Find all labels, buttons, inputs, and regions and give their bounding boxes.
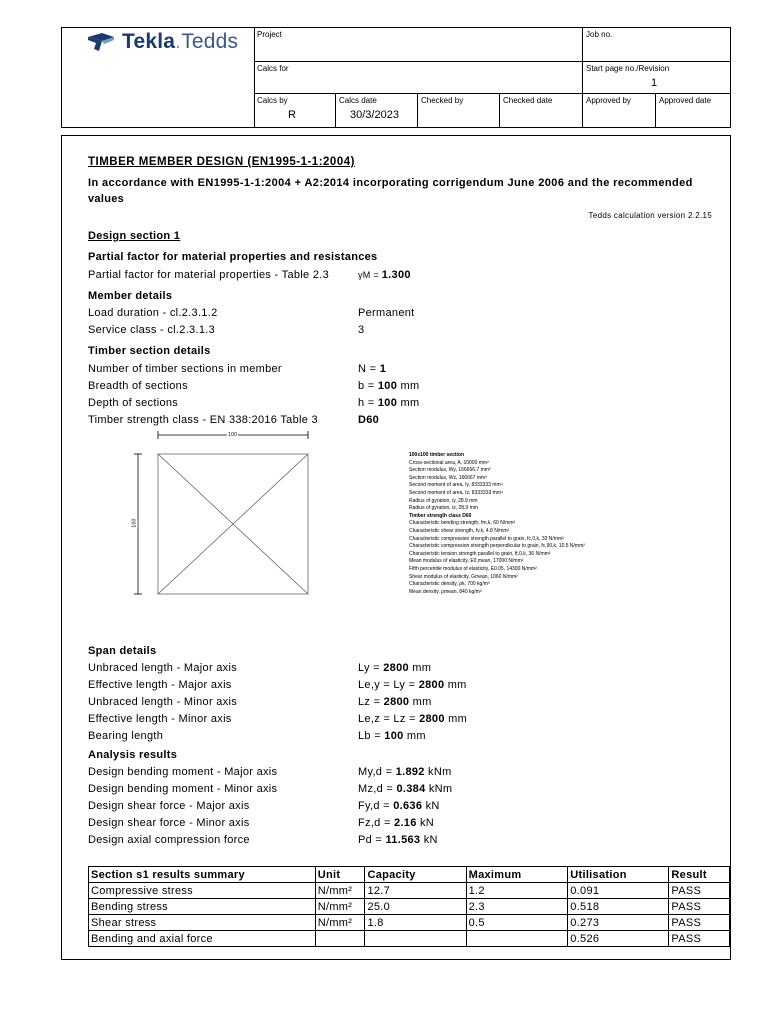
section-property-item: Shear modulus of elasticity, Gmean, 1060 N/mm²: [409, 573, 518, 580]
dim-height-label: 100: [131, 518, 138, 528]
results-header-cell: Unit: [315, 867, 365, 883]
span-row-value: [358, 730, 426, 742]
results-cell: 25.0: [365, 899, 466, 915]
span-row-symbol: Ly =: [358, 662, 384, 674]
breadth-label: Breadth of sections: [88, 380, 188, 392]
document-header: [61, 27, 731, 128]
num-sections-symbol: N =: [358, 363, 380, 375]
section-property-item: Characteristic density, ρk, 700 kg/m³: [409, 581, 490, 588]
span-row-label: Unbraced length - Major axis: [88, 662, 238, 674]
analysis-row-label: Design shear force - Major axis: [88, 800, 250, 812]
analysis-row-value: [358, 800, 440, 812]
service-class-value: 3: [358, 324, 365, 336]
results-header-cell: Result: [669, 867, 730, 883]
analysis-row-number: 0.384: [396, 783, 426, 795]
start-page-value: 1: [651, 77, 658, 89]
depth-value: [358, 397, 419, 409]
partial-factor-number: 1.300: [381, 269, 411, 281]
load-duration-label: Load duration - cl.2.3.1.2: [88, 307, 218, 319]
results-cell: 12.7: [365, 883, 466, 899]
calcs-date-cell: [336, 94, 418, 127]
results-cell: 2.3: [466, 899, 568, 915]
section-property-item: Characteristic compression strength parallel to grain, fc,0,k, 33 N/mm²: [409, 535, 564, 542]
brand-name-dot: .: [175, 30, 182, 53]
analysis-row-label: Design shear force - Minor axis: [88, 817, 250, 829]
strength-class-value: D60: [358, 414, 380, 426]
analysis-row-unit: kN: [420, 834, 438, 846]
results-row: [89, 883, 730, 899]
start-page-cell: [583, 62, 730, 94]
section-property-item: Second moment of area, Iz, 8333333 mm⁴: [409, 490, 504, 496]
results-cell: 1.2: [466, 883, 568, 899]
results-cell: Bending stress: [89, 899, 316, 915]
analysis-row-symbol: Pd =: [358, 834, 386, 846]
partial-factor-value: [358, 269, 411, 281]
analysis-row-number: 1.892: [395, 766, 425, 778]
results-cell: N/mm²: [315, 899, 365, 915]
depth-unit: mm: [397, 397, 420, 409]
partial-factor-label: Partial factor for material properties - Table 2.3: [88, 269, 330, 281]
section-property-item: Timber strength class D60: [409, 512, 472, 519]
approved-by-label: Approved by: [586, 96, 631, 105]
member-details-heading: Member details: [88, 290, 173, 302]
span-row-number: 2800: [419, 713, 445, 725]
section-property-item: Section modulus, Wy, 166666.7 mm³: [409, 467, 491, 474]
load-duration-value: Permanent: [358, 307, 415, 319]
results-row: [89, 899, 730, 915]
checked-by-label: Checked by: [421, 96, 464, 105]
span-row-symbol: Le,y = Ly =: [358, 679, 419, 691]
span-row-label: Effective length - Minor axis: [88, 713, 232, 725]
section-property-item: Section modulus, Wz, 166667 mm³: [409, 474, 487, 481]
results-cell: PASS: [669, 931, 730, 947]
strength-class-label: Timber strength class - EN 338:2016 Table 3: [88, 414, 318, 426]
analysis-row-symbol: Fz,d =: [358, 817, 395, 829]
dim-width-label: 100: [228, 432, 238, 438]
section-property-item: Cross-sectional area, A, 10000 mm²: [409, 459, 489, 466]
doc-title: TIMBER MEMBER DESIGN (EN1995-1-1:2004): [88, 156, 355, 168]
span-row-symbol: Lz =: [358, 696, 384, 708]
span-row-label: Unbraced length - Minor axis: [88, 696, 238, 708]
span-row-value: [358, 662, 431, 674]
analysis-row-value: [358, 817, 434, 829]
results-cell: Compressive stress: [89, 883, 316, 899]
results-cell: 0.518: [568, 899, 669, 915]
calculation-body: [61, 135, 731, 960]
span-row-symbol: Lb =: [358, 730, 385, 742]
span-row-unit: mm: [444, 713, 468, 725]
results-header-cell: Maximum: [466, 867, 568, 883]
section-property-item: Radius of gyration, iy, 28.9 mm: [409, 497, 478, 504]
span-row-unit: mm: [408, 662, 432, 674]
span-row-label: Bearing length: [88, 730, 164, 742]
section-property-item: Mean modulus of elasticity, E0,mean, 17000 N/mm²: [409, 558, 524, 565]
accordance-line2: values: [88, 193, 125, 205]
num-sections-label: Number of timber sections in member: [88, 363, 282, 375]
span-row-unit: mm: [409, 696, 432, 708]
project-label: Project: [257, 30, 282, 39]
span-row-value: [358, 679, 467, 691]
partial-factor-heading: Partial factor for material properties and resistances: [88, 251, 378, 263]
logo-area: [62, 28, 255, 127]
calcs-by-value: R: [288, 109, 296, 121]
section-property-item: Characteristic tension strength parallel to grain, ft,0,k, 36 N/mm²: [409, 550, 551, 557]
results-cell: N/mm²: [315, 883, 365, 899]
analysis-row-value: [358, 834, 438, 846]
analysis-row-number: 2.16: [394, 817, 417, 829]
results-cell: [466, 931, 568, 947]
span-row-symbol: Le,z = Lz =: [358, 713, 420, 725]
analysis-row-unit: kNm: [424, 766, 452, 778]
partial-factor-symbol: γM =: [358, 270, 382, 280]
section-property-item: Characteristic compression strength perpendicular to grain, fc,90,k, 10.5 N/mm²: [409, 543, 585, 550]
span-row-value: [358, 713, 467, 725]
depth-label: Depth of sections: [88, 397, 179, 409]
analysis-row-unit: kNm: [425, 783, 453, 795]
results-cell: PASS: [669, 915, 730, 931]
analysis-row-unit: kN: [422, 800, 440, 812]
calcs-by-cell: [254, 94, 336, 127]
breadth-symbol: b =: [358, 380, 378, 392]
section-property-item: 100x100 timber section: [409, 452, 465, 458]
calc-version: Tedds calculation version 2.2.15: [588, 211, 712, 220]
num-sections-number: 1: [379, 363, 387, 375]
approved-by-cell: [583, 94, 656, 127]
num-sections-value: [358, 363, 386, 375]
calcs-for-label: Calcs for: [257, 64, 289, 73]
results-header-row: [89, 867, 730, 883]
analysis-results-heading: Analysis results: [88, 749, 178, 761]
section-property-item: Characteristic shear strength, fv,k, 4.8 N/mm²: [409, 528, 510, 534]
tekla-tedds-logo: [86, 30, 238, 54]
project-cell: [254, 28, 583, 62]
design-section-heading: Design section 1: [88, 230, 181, 242]
results-cell: N/mm²: [315, 915, 365, 931]
span-row-label: Effective length - Major axis: [88, 679, 232, 691]
analysis-row-symbol: My,d =: [358, 766, 396, 778]
analysis-row-number: 0.636: [393, 800, 423, 812]
job-label: Job no.: [586, 30, 613, 39]
calcs-for-cell: [254, 62, 583, 94]
calcs-by-label: Calcs by: [257, 96, 288, 105]
results-cell: [315, 931, 365, 947]
analysis-row-value: [358, 766, 452, 778]
job-cell: [583, 28, 730, 62]
span-row-unit: mm: [403, 730, 426, 742]
analysis-row-unit: kN: [416, 817, 435, 829]
timber-section-heading: Timber section details: [88, 345, 211, 357]
span-row-unit: mm: [444, 679, 467, 691]
tekla-logo-icon: [86, 31, 116, 53]
timber-section-diagram: [124, 428, 314, 598]
results-cell: [365, 931, 466, 947]
analysis-row-value: [358, 783, 452, 795]
span-row-number: 100: [384, 730, 404, 742]
section-property-item: Fifth percentile modulus of elasticity, E0.05, 14300 N/mm²: [409, 566, 537, 572]
depth-symbol: h =: [358, 397, 378, 409]
analysis-row-label: Design bending moment - Minor axis: [88, 783, 278, 795]
brand-name-part1: Tekla: [122, 30, 176, 53]
start-page-label: Start page no./Revision: [586, 64, 670, 73]
results-row: [89, 931, 730, 947]
breadth-unit: mm: [397, 380, 420, 392]
results-cell: PASS: [669, 899, 730, 915]
breadth-number: 100: [377, 380, 398, 392]
span-row-number: 2800: [383, 696, 410, 708]
section-property-item: Characteristic bending strength, fm,k, 60 N/mm²: [409, 520, 516, 527]
results-summary-table: [88, 866, 730, 947]
service-class-label: Service class - cl.2.3.1.3: [88, 324, 216, 336]
calcs-date-value: 30/3/2023: [350, 109, 399, 121]
results-cell: PASS: [669, 883, 730, 899]
checked-date-cell: [500, 94, 583, 127]
approved-date-label: Approved date: [659, 96, 712, 105]
approved-date-cell: [656, 94, 730, 127]
results-cell: 0.5: [466, 915, 568, 931]
analysis-row-symbol: Fy,d =: [358, 800, 394, 812]
results-cell: 0.091: [568, 883, 669, 899]
accordance-line1: In accordance with EN1995-1-1:2004 + A2:2014 incorporating corrigendum June 2006 and the recommended: [88, 177, 693, 189]
results-header-cell: Capacity: [365, 867, 466, 883]
results-row: [89, 915, 730, 931]
section-property-item: Second moment of area, Iy, 8333333 mm⁴: [409, 482, 503, 489]
results-cell: Shear stress: [89, 915, 316, 931]
breadth-value: [358, 380, 419, 392]
results-cell: Bending and axial force: [89, 931, 316, 947]
brand-name: [122, 30, 238, 54]
section-property-item: Mean density, ρmean, 840 kg/m³: [409, 588, 482, 595]
section-property-item: Radius of gyration, iz, 28.9 mm: [409, 505, 478, 512]
checked-by-cell: [418, 94, 500, 127]
span-row-number: 2800: [418, 679, 445, 691]
calcs-date-label: Calcs date: [339, 96, 377, 105]
span-details-heading: Span details: [88, 645, 157, 657]
span-row-value: [358, 696, 432, 708]
checked-date-label: Checked date: [503, 96, 553, 105]
results-cell: 0.273: [568, 915, 669, 931]
analysis-row-label: Design axial compression force: [88, 834, 250, 846]
analysis-row-number: 11.563: [385, 834, 421, 846]
results-header-cell: Utilisation: [568, 867, 669, 883]
depth-number: 100: [377, 397, 398, 409]
brand-name-part2: Tedds: [181, 30, 239, 53]
results-cell: 0.526: [568, 931, 669, 947]
span-row-number: 2800: [383, 662, 409, 674]
analysis-row-symbol: Mz,d =: [358, 783, 397, 795]
results-cell: 1.8: [365, 915, 466, 931]
results-header-cell: Section s1 results summary: [89, 867, 316, 883]
analysis-row-label: Design bending moment - Major axis: [88, 766, 278, 778]
